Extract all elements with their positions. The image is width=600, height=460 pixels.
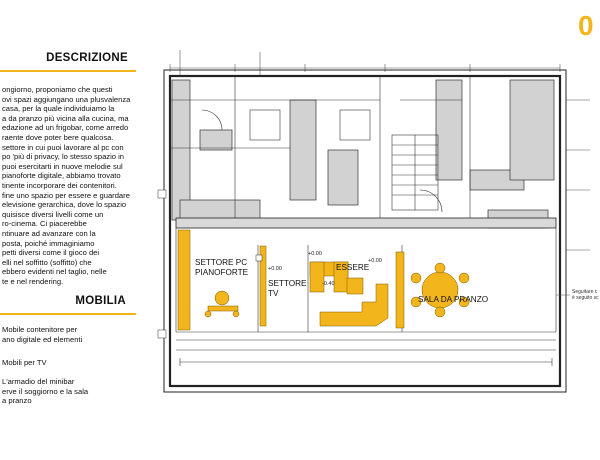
descrizione-title: DESCRIZIONE xyxy=(46,52,128,64)
level-mark-4: +0.00 xyxy=(368,258,382,264)
zone-essere: ESSERE xyxy=(336,263,370,272)
zone-tv-line2: TV xyxy=(268,289,279,298)
level-mark-3: -0.40 xyxy=(322,281,335,287)
floor-plan xyxy=(140,40,600,450)
descrizione-rule xyxy=(0,70,136,72)
level-mark-1: +0.00 xyxy=(268,266,282,272)
page-number: 0 xyxy=(578,10,594,41)
svg-text:è seguito sc: è seguito sc xyxy=(572,295,599,301)
mobilia-rule xyxy=(0,313,136,315)
mobilia-item-3: L'armadio del minibar erve il soggiorno e la sala a pranzo xyxy=(2,377,89,406)
level-mark-2: +0.00 xyxy=(308,251,322,257)
zone-pc-piano-line2: PIANOFORTE xyxy=(195,268,249,277)
mobilia-item-2: Mobili per TV xyxy=(2,358,47,367)
mobilia-item-1: Mobile contenitore per ano digitale ed elementi xyxy=(2,325,83,344)
zone-pc-piano-line1: SETTORE PC xyxy=(195,258,248,267)
svg-text:Seguitare c: Seguitare c xyxy=(572,289,598,295)
zone-pranzo: SALA DA PRANZO xyxy=(418,295,489,304)
zone-tv-line1: SETTORE xyxy=(268,279,307,288)
mobilia-title: MOBILIA xyxy=(75,295,126,307)
descrizione-text: ongiorno, proponiamo che questi ovi spazi aggiungano una plusvalenza casa, per la quale individuiamo la a da pranzo più vicina alla cucina, ma edazione ad un frigobar, come arredo raente dove poter bere qualcosa. settore in cui puoi lavorare al pc con po 'più di privacy, lo stesso spazio in puoi esercitarti in nuove melodie sul pianoforte digitale, abbiamo trovato tinente incorporare dei contenitori. fine uno spazio per essere e guardare elevisione gerarchica, dove lo spazio quisisce diversi livelli come un ro-cinema. Ci piacerebbe ntinuare ad avanzare con la posta, poiché immaginiamo petti diversi come il gioco dei elli nel soffitto (soffitto) che ebbero evidenti nel taglio, nelle te e nel rendering. xyxy=(2,85,131,286)
